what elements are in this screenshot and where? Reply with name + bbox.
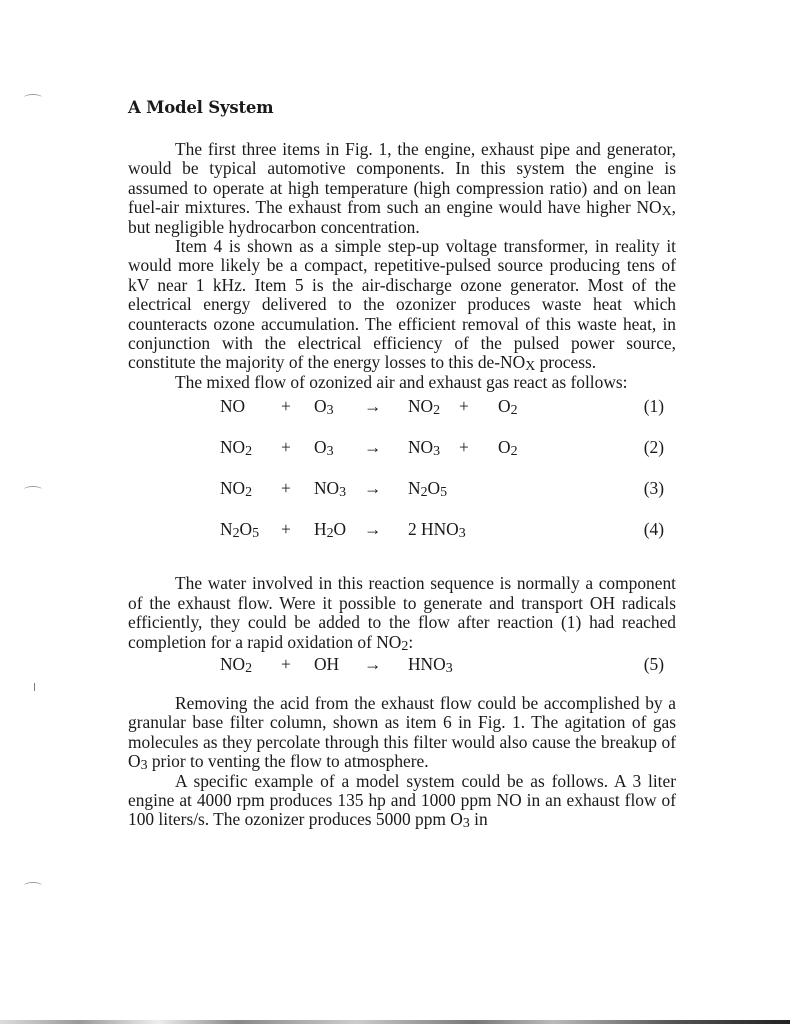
plus-sign: + — [281, 478, 291, 499]
arrow-icon: → — [364, 396, 382, 417]
paragraph-6: A specific example of a model system could be as follows. A 3 liter engine at 4000 rpm produces 135 hp and 1000 ppm NO in an exhaust flow of 100 liters/s. The ozonizer produces 5000 ppm $O_3$ in — [128, 770, 676, 832]
product-2: $O_2$ — [498, 437, 518, 460]
equation-number: (1) — [643, 396, 664, 417]
reactant-1: $NO_2$ — [220, 437, 253, 460]
document-page — [128, 96, 676, 830]
paragraph-2: Item 4 is shown as a simple step-up voltage transformer, in reality it would more likely be a compact, repetitive-pulsed source producing tens of kV near 1 kHz. Item 5 is the air-discharge ozone generator. Most of the electrical energy delivered to the ozonizer produces waste heat which counteracts ozone accumulation. The efficient removal of this waste heat, in conjunction with the electrical efficiency of the pulsed power source, constitute the majority of the energy losses to this $de-NO_X$ process. — [128, 236, 676, 375]
plus-sign: + — [459, 437, 469, 458]
paragraph-4: The water involved in this reaction sequence is normally a component of the exhaust flow. Were it possible to generate and transport OH radicals efficiently, they could be added to the flow after reaction (1) had reached completion for a rapid oxidation of $NO_2$: — [128, 573, 676, 654]
reactant-1: NO — [220, 396, 246, 417]
section-heading: A Model System — [128, 98, 274, 117]
equation-1 — [128, 396, 676, 437]
equation-number: (3) — [643, 478, 664, 499]
equation-number: (4) — [643, 519, 664, 540]
reactant-1: $N_2O_5$ — [220, 519, 260, 542]
scan-margin-mark — [24, 882, 42, 889]
scan-margin-mark — [24, 94, 42, 101]
plus-sign: + — [281, 653, 291, 674]
reactant-1: $NO_2$ — [220, 478, 253, 501]
plus-sign: + — [459, 396, 469, 417]
reaction-equations — [128, 396, 676, 560]
arrow-icon: → — [364, 437, 382, 458]
scan-margin-mark — [24, 486, 42, 493]
arrow-icon: → — [364, 653, 382, 674]
plus-sign: + — [281, 437, 291, 458]
equation-2 — [128, 437, 676, 478]
equation-4 — [128, 519, 676, 560]
paragraph-1: The first three items in Fig. 1, the engine, exhaust pipe and generator, would be typical automotive components. In this system the engine is assumed to operate at high temperature (high compression ratio) and on lean fuel-air mixtures. The exhaust from such an engine would have higher $NO_X$, but negligible hydrocarbon concentration. — [128, 139, 676, 237]
equation-3 — [128, 478, 676, 519]
reactant-2: OH — [314, 653, 340, 674]
paragraph-3: The mixed flow of ozonized air and exhaust gas react as follows: — [175, 371, 628, 392]
arrow-icon: → — [364, 478, 382, 499]
reactant-2: $H_2O$ — [314, 519, 347, 542]
product-1: 2 $HNO_3$ — [408, 519, 466, 542]
product-1: $HNO_3$ — [408, 653, 453, 676]
scan-edge-artifact — [0, 1020, 790, 1024]
product-1: $NO_2$ — [408, 396, 441, 419]
spacer — [128, 560, 676, 574]
scan-margin-tick — [34, 683, 35, 691]
plus-sign: + — [281, 396, 291, 417]
equation-5 — [128, 654, 676, 694]
reactant-2: $NO_3$ — [314, 478, 347, 501]
product-2: $O_2$ — [498, 396, 518, 419]
reactant-1: $NO_2$ — [220, 653, 253, 676]
product-1: $N_2O_5$ — [408, 478, 448, 501]
plus-sign: + — [281, 519, 291, 540]
reactant-2: $O_3$ — [314, 437, 334, 460]
equation-number: (2) — [643, 437, 664, 458]
paragraph-5: Removing the acid from the exhaust flow could be accomplished by a granular base filter column, shown as item 6 in Fig. 1. The agitation of gas molecules as they percolate through this filter would also cause the breakup of $O_3$ prior to venting the flow to atmosphere. — [128, 692, 676, 774]
equation-number: (5) — [643, 653, 664, 674]
arrow-icon: → — [364, 519, 382, 540]
reactant-2: $O_3$ — [314, 396, 334, 419]
product-1: $NO_3$ — [408, 437, 441, 460]
